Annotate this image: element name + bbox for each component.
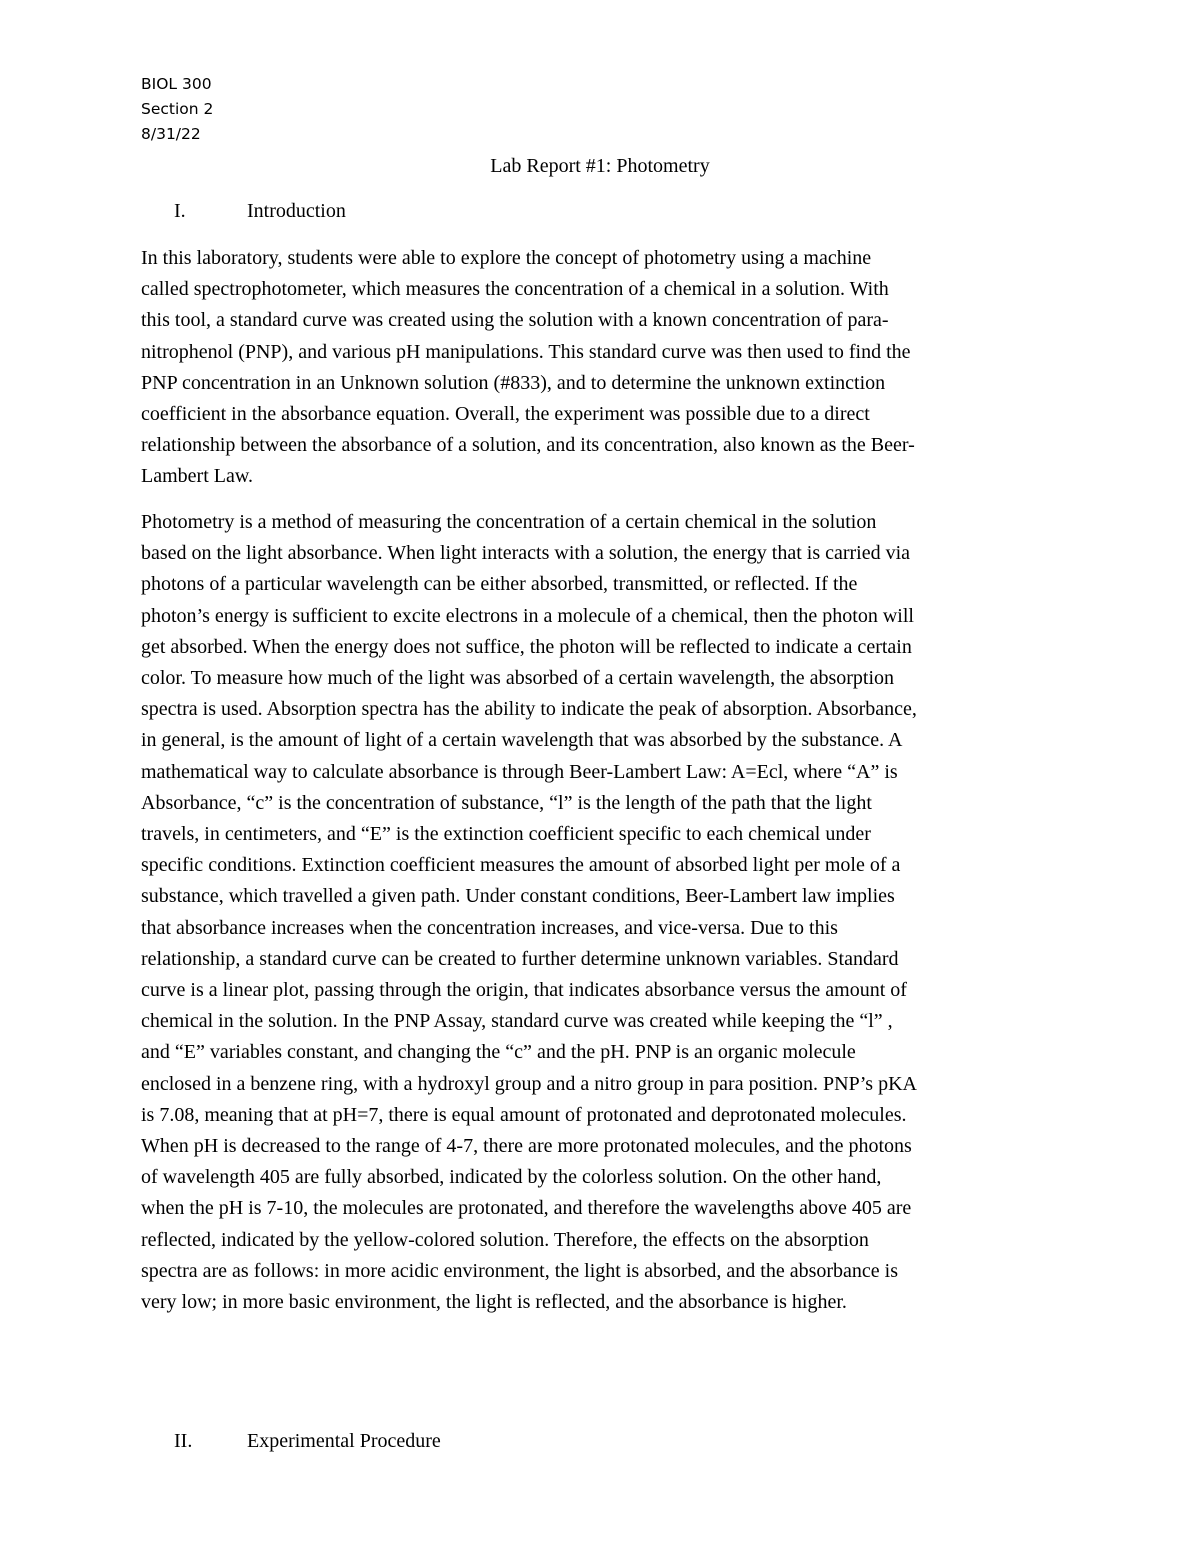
- introduction-paragraph-2: [141, 507, 1061, 1318]
- paragraph-line: color. To measure how much of the light was absorbed of a certain wavelength, the absorption: [141, 667, 895, 690]
- paragraph-line: reflected, indicated by the yellow-colored solution. Therefore, the effects on the absorption: [141, 1228, 869, 1251]
- paragraph-line: that absorbance increases when the concentration increases, and vice-versa. Due to this: [141, 916, 838, 939]
- paragraph-line: get absorbed. When the energy does not suffice, the photon will be reflected to indicate a certain: [141, 635, 912, 658]
- paragraph-line: Lambert Law.: [141, 465, 253, 488]
- paragraph-line: this tool, a standard curve was created using the solution with a known concentration of para-: [141, 309, 889, 332]
- paragraph-line: specific conditions. Extinction coefficient measures the amount of absorbed light per mole of a: [141, 854, 901, 877]
- paragraph-line: relationship, a standard curve can be created to further determine unknown variables. Standard: [141, 947, 899, 970]
- paragraph-line: In this laboratory, students were able to explore the concept of photometry using a machine: [141, 247, 872, 269]
- paragraph-line: travels, in centimeters, and “E” is the extinction coefficient specific to each chemical under: [141, 823, 871, 846]
- paragraph-line: relationship between the absorbance of a solution, and its concentration, also known as the Beer-: [141, 434, 915, 457]
- paragraph-line: when the pH is 7-10, the molecules are protonated, and therefore the wavelengths above 405 are: [141, 1197, 912, 1220]
- section-heading-experimental-procedure: [174, 1427, 441, 1455]
- paragraph-line: and “E” variables constant, and changing the “c” and the pH. PNP is an organic molecule: [141, 1041, 856, 1064]
- header-block: [141, 72, 213, 147]
- paragraph-line: in general, is the amount of light of a certain wavelength that was absorbed by the substance. A: [141, 729, 903, 752]
- section-heading-label: Introduction: [247, 200, 346, 222]
- paragraph-line: substance, which travelled a given path. Under constant conditions, Beer-Lambert law implies: [141, 885, 895, 908]
- paragraph-line: curve is a linear plot, passing through the origin, that indicates absorbance versus the amount of: [141, 979, 907, 1002]
- paragraph-line: spectra is used. Absorption spectra has the ability to indicate the peak of absorption. Absorbance,: [141, 698, 917, 721]
- paragraph-line: of wavelength 405 are fully absorbed, indicated by the colorless solution. On the other hand,: [141, 1166, 882, 1189]
- introduction-paragraph-1: [141, 243, 1061, 493]
- paragraph-line: based on the light absorbance. When light interacts with a solution, the energy that is carried via: [141, 542, 911, 565]
- course-name: BIOL 300: [141, 75, 212, 93]
- section-heading-label: Experimental Procedure: [247, 1430, 441, 1452]
- paragraph-line: chemical in the solution. In the PNP Assay, standard curve was created while keeping the “l” ,: [141, 1010, 893, 1033]
- paragraph-line: enclosed in a benzene ring, with a hydroxyl group and a nitro group in para position. PNP’s pKA: [141, 1072, 917, 1095]
- paragraph-line: When pH is decreased to the range of 4-7, there are more protonated molecules, and the photons: [141, 1135, 912, 1158]
- paragraph-line: Absorbance, “c” is the concentration of substance, “l” is the length of the path that the light: [141, 791, 872, 814]
- paragraph-line: spectra are as follows: in more acidic environment, the light is absorbed, and the absorbance is: [141, 1259, 898, 1282]
- section-number-label: I.: [174, 200, 186, 222]
- paragraph-line: coefficient in the absorbance equation. Overall, the experiment was possible due to a direct: [141, 403, 870, 426]
- paragraph-line: very low; in more basic environment, the light is reflected, and the absorbance is higher.: [141, 1291, 847, 1314]
- section-heading-introduction: [174, 197, 346, 225]
- report-date: 8/31/22: [141, 125, 201, 143]
- paragraph-line: Photometry is a method of measuring the concentration of a certain chemical in the solution: [141, 511, 877, 533]
- paragraph-line: mathematical way to calculate absorbance is through Beer-Lambert Law: A=Ecl, where “A” is: [141, 760, 898, 783]
- section-number: Section 2: [141, 100, 214, 118]
- section-number-label: II.: [174, 1430, 193, 1452]
- paragraph-line: PNP concentration in an Unknown solution (#833), and to determine the unknown extinction: [141, 371, 886, 394]
- paragraph-line: photons of a particular wavelength can be either absorbed, transmitted, or reflected. If the: [141, 573, 858, 596]
- paragraph-line: nitrophenol (PNP), and various pH manipulations. This standard curve was then used to find the: [141, 340, 911, 363]
- paragraph-line: is 7.08, meaning that at pH=7, there is equal amount of protonated and deprotonated molecules.: [141, 1103, 907, 1126]
- paragraph-line: photon’s energy is sufficient to excite electrons in a molecule of a chemical, then the photon will: [141, 604, 914, 627]
- report-title: Lab Report #1: Photometry: [490, 155, 710, 177]
- paragraph-line: called spectrophotometer, which measures the concentration of a chemical in a solution. With: [141, 278, 889, 301]
